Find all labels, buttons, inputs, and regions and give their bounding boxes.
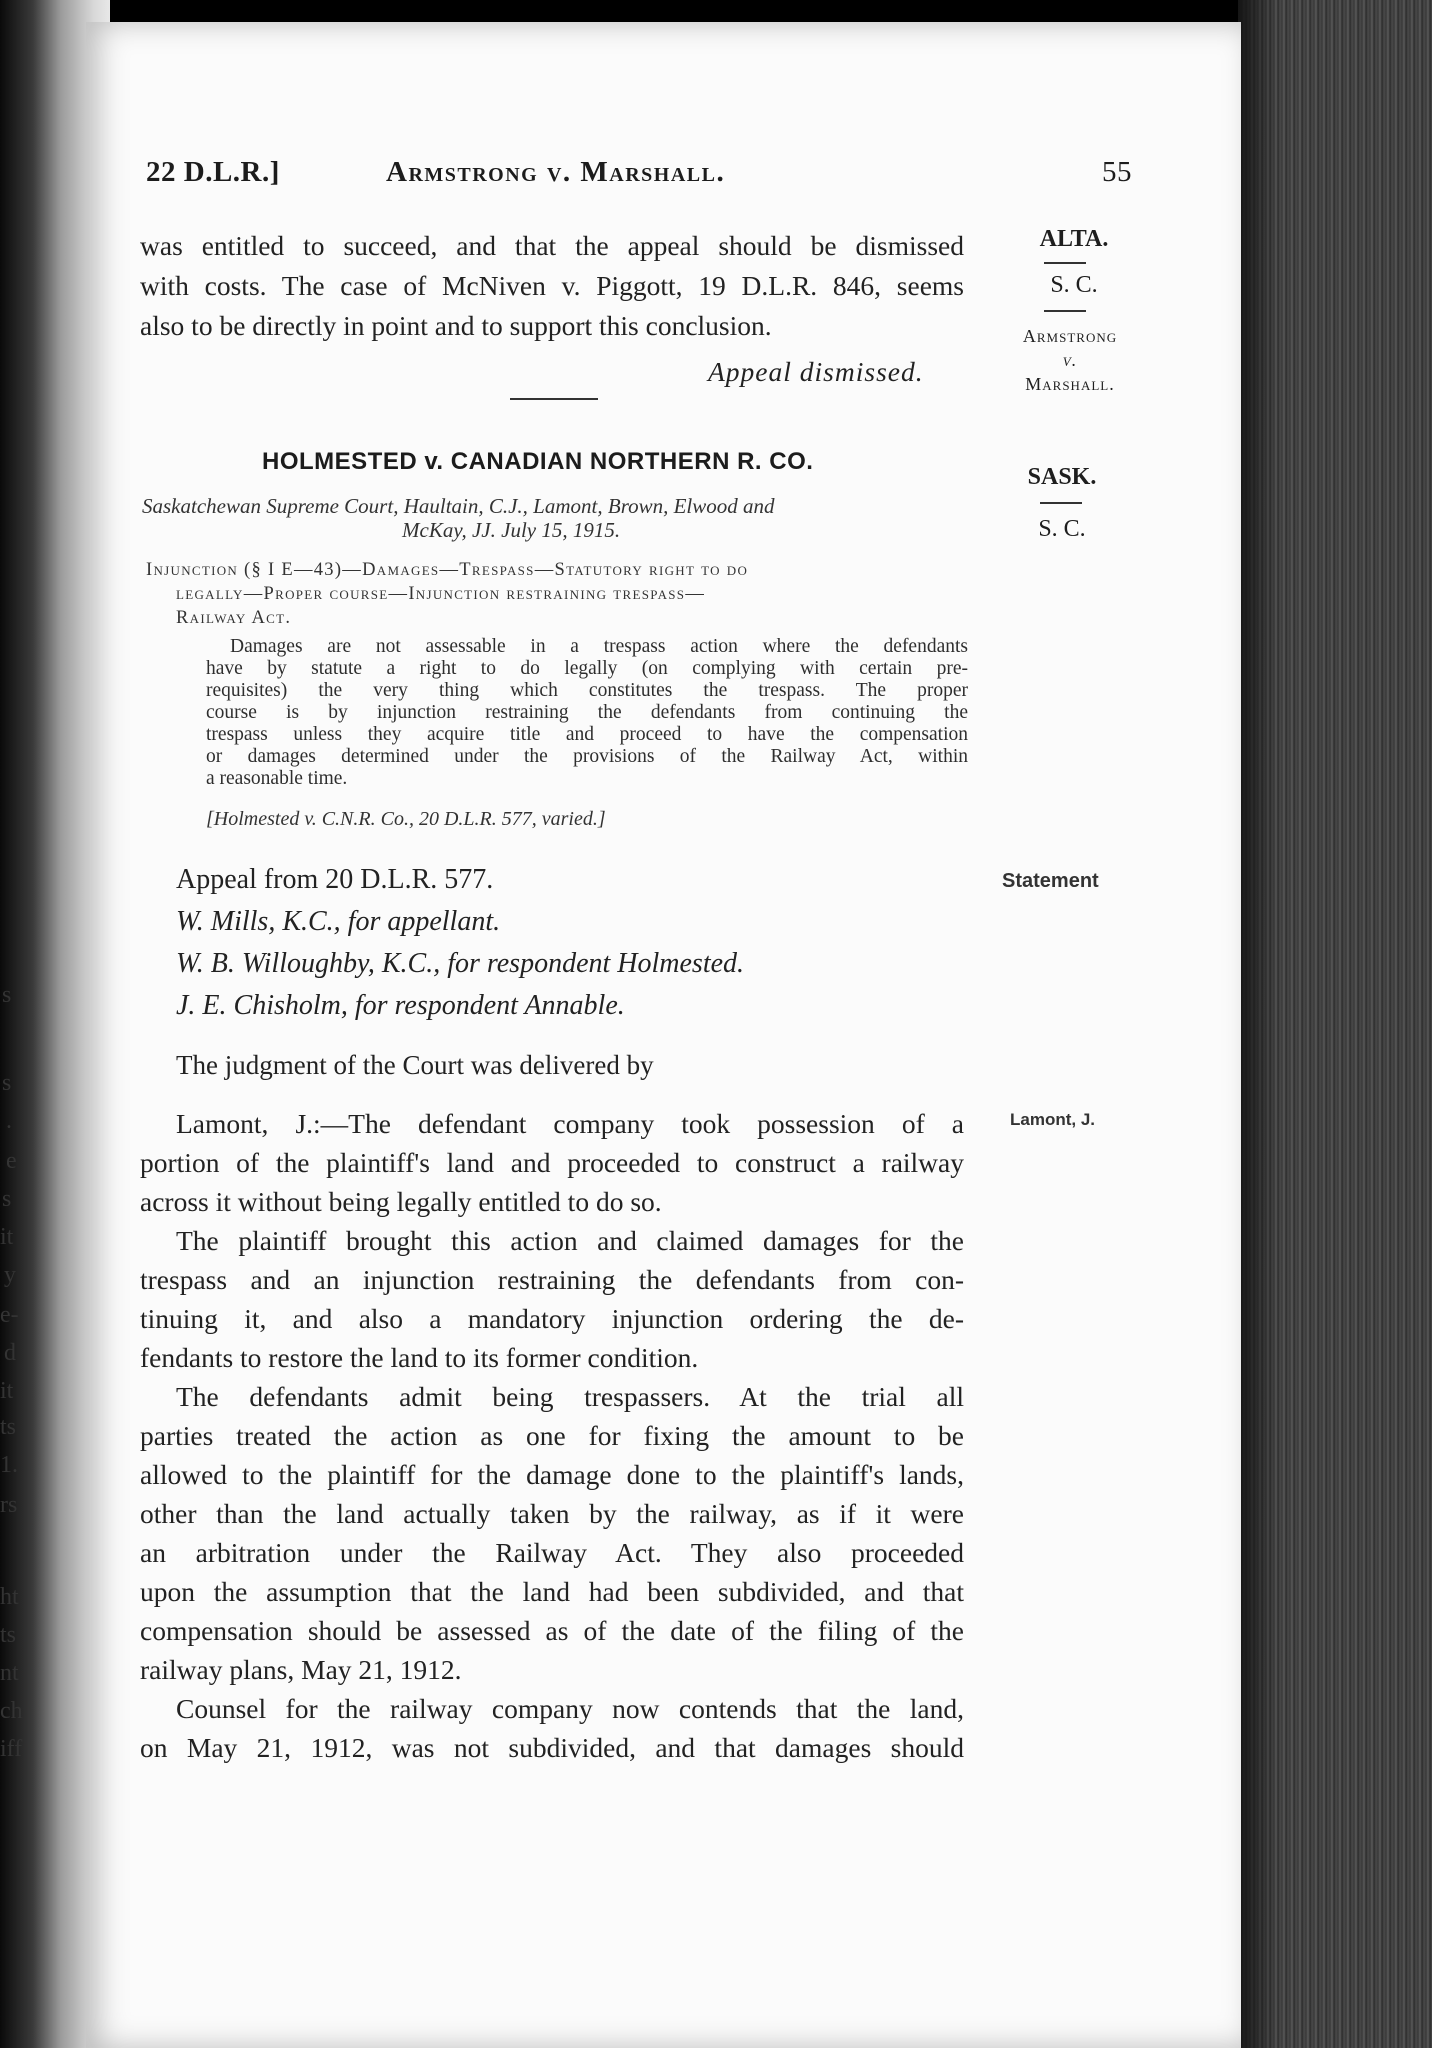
- case-name-line: v.: [1062, 350, 1078, 370]
- text-line: Lamont, J.:—The defendant company took possession of a: [176, 1108, 964, 1139]
- fragment: e-: [0, 1302, 19, 1328]
- fragment: ts: [0, 1622, 17, 1648]
- divider: [1044, 310, 1086, 312]
- counsel-line: J. E. Chisholm, for respondent Annable.: [176, 990, 625, 1021]
- fragment: ch: [0, 1698, 23, 1724]
- text-line: railway plans, May 21, 1912.: [140, 1654, 462, 1685]
- court-label: S. C.: [1050, 272, 1098, 298]
- delivered-by: The judgment of the Court was delivered by: [176, 1050, 654, 1080]
- fragment: y: [4, 1262, 16, 1288]
- headnote-line: legally—Proper course—Injunction restraining trespass—: [176, 584, 706, 604]
- headnote-line: Railway Act.: [176, 608, 292, 628]
- divider: [1040, 502, 1082, 504]
- fragment: .: [6, 1108, 12, 1134]
- summary-line: a reasonable time.: [206, 768, 348, 789]
- section-divider: [510, 398, 598, 400]
- fragment: s: [2, 1186, 12, 1212]
- statement-note: Statement: [1002, 870, 1099, 892]
- volume-reference: 22 D.L.R.]: [146, 156, 280, 188]
- text-line: across it without being legally entitled to do so.: [140, 1186, 662, 1217]
- judge-note: Lamont, J.: [1010, 1110, 1096, 1129]
- fragment: e: [6, 1148, 17, 1174]
- fragment: 1.: [0, 1452, 18, 1478]
- fragment: it: [0, 1224, 14, 1250]
- text-line: fendants to restore the land to its former condition.: [140, 1342, 699, 1373]
- fragment: ht: [0, 1584, 19, 1610]
- text-line: The defendants admit being trespassers. At the trial all: [176, 1381, 964, 1412]
- book-edge: [1238, 0, 1432, 2048]
- fragment: rs: [0, 1492, 18, 1518]
- page-number: 55: [1102, 156, 1132, 188]
- fragment: it: [0, 1378, 14, 1404]
- text-line: other than the land actually taken by the railway, as if it were: [140, 1498, 964, 1529]
- text-line: compensation should be assessed as of the date of the filing of the: [140, 1615, 964, 1646]
- text-line: with costs. The case of McNiven v. Piggott, 19 D.L.R. 846, seems: [140, 270, 964, 301]
- fragment: s: [2, 982, 12, 1008]
- counsel-line: W. Mills, K.C., for appellant.: [176, 906, 501, 937]
- text-line: tinuing it, and also a mandatory injunction ordering the de-: [140, 1303, 964, 1334]
- appeal-from: Appeal from 20 D.L.R. 577.: [176, 864, 494, 895]
- text-line: an arbitration under the Railway Act. They also proceeded: [140, 1537, 964, 1568]
- appeal-result: Appeal dismissed.: [708, 356, 924, 387]
- fragment: d: [4, 1340, 16, 1366]
- summary-line: or damages determined under the provisions of the Railway Act, within: [206, 746, 968, 767]
- text-line: also to be directly in point and to support this conclusion.: [140, 310, 772, 341]
- fragment: ts: [0, 1414, 17, 1440]
- fragment: iff: [0, 1736, 23, 1762]
- text-line: was entitled to succeed, and that the appeal should be dismissed: [140, 230, 964, 261]
- text-line: on May 21, 1912, was not subdivided, and that damages should: [140, 1732, 964, 1763]
- case-name-line: Armstrong: [1022, 326, 1118, 346]
- court-line: Saskatchewan Supreme Court, Haultain, C.J., Lamont, Brown, Elwood and: [142, 494, 775, 518]
- counsel-line: W. B. Willoughby, K.C., for respondent Holmested.: [176, 948, 745, 979]
- text-line: The plaintiff brought this action and claimed damages for the: [176, 1225, 964, 1256]
- court-label: S. C.: [1038, 516, 1086, 542]
- fragment: s: [2, 1070, 12, 1096]
- text-line: parties treated the action as one for fixing the amount to be: [140, 1420, 964, 1451]
- text-line: allowed to the plaintiff for the damage done to the plaintiff's lands,: [140, 1459, 964, 1490]
- text-line: trespass and an injunction restraining the defendants from con-: [140, 1264, 964, 1295]
- case-name-line: Marshall.: [1025, 374, 1115, 394]
- summary-line: Damages are not assessable in a trespass action where the defendants: [230, 636, 968, 657]
- summary-line: requisites) the very thing which constitutes the trespass. The proper: [206, 680, 968, 701]
- text-line: Counsel for the railway company now contends that the land,: [176, 1693, 964, 1724]
- province-label: SASK.: [1027, 464, 1097, 490]
- case-title: HOLMESTED v. CANADIAN NORTHERN R. CO.: [262, 448, 814, 475]
- court-line: McKay, JJ. July 15, 1915.: [402, 518, 621, 542]
- fragment: nt: [0, 1660, 19, 1686]
- summary-line: trespass unless they acquire title and proceed to have the compensation: [206, 724, 968, 745]
- text-line: upon the assumption that the land had been subdivided, and that: [140, 1576, 964, 1607]
- province-label: ALTA.: [1039, 226, 1109, 252]
- text-line: portion of the plaintiff's land and proceeded to construct a railway: [140, 1147, 964, 1178]
- summary-line: course is by injunction restraining the defendants from continuing the: [206, 702, 968, 723]
- headnote-line: Injunction (§ I E—43)—Damages—Trespass—Statutory right to do: [146, 560, 749, 580]
- summary-line: have by statute a right to do legally (on complying with certain pre-: [206, 658, 968, 679]
- divider: [1044, 262, 1086, 264]
- running-title: Armstrong v. Marshall.: [386, 156, 726, 188]
- citation: [Holmested v. C.N.R. Co., 20 D.L.R. 577, varied.]: [206, 808, 606, 830]
